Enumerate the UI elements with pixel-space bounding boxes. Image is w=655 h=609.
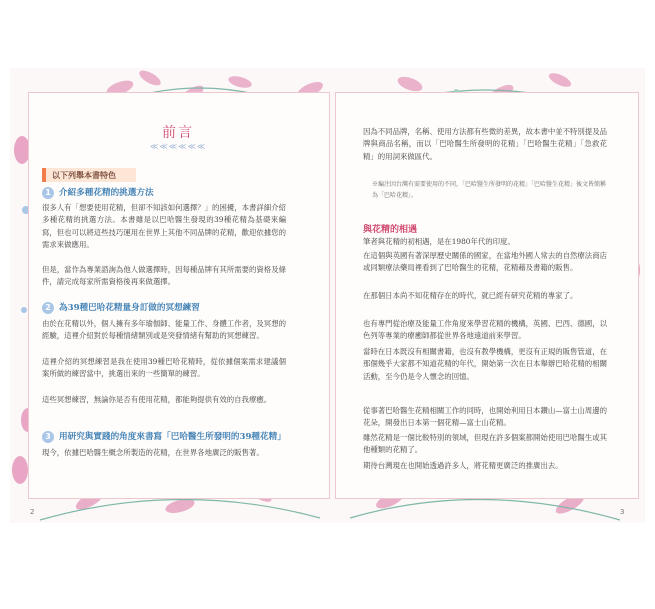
editor-note: ※編注因台灣有需要使用的不同，「巴哈醫生所發明的花精」「巴哈醫生花精」後文皆簡稱為「巴哈花精」。 xyxy=(372,181,607,199)
section-heading-text: 介紹多種花精的挑選方法 xyxy=(59,188,154,198)
paragraph: 期待台灣現在也開始透過許多人，將花精更廣泛的推廣出去。 xyxy=(363,461,563,470)
title-ornament: ≪≪≪≪≪≪ xyxy=(150,142,207,151)
section-heading-text: 用研究與實踐的角度來書寫「巴哈醫生所發明的39種花精」 xyxy=(59,432,286,442)
paragraph: 現今，依據巴哈醫生概念所製造的花精，在世界各地廣泛的販售著。 xyxy=(42,448,264,457)
section-number-badge: 3 xyxy=(42,431,54,443)
page-title: 前言 xyxy=(162,125,194,141)
paragraph: 因為不同品牌，名稱、使用方法都有些微的差異，故本書中並不特別提及品牌與商品名稱，而以「巴哈醫生所發明的花精」「巴哈醫生花精」「急救花精」的用詞來做區代。 xyxy=(363,127,607,161)
page-number-right: 3 xyxy=(620,508,625,516)
section-heading-encounter: 與花精的相遇 xyxy=(363,225,418,235)
features-tag: 以下列舉本書特色 xyxy=(42,168,136,182)
paragraph: 在那個日本尚不知花精存在的時代，就已經有研究花精的專家了。 xyxy=(363,291,578,300)
paragraph: 這裡介紹的冥想練習是我在使用39種巴哈花精時，從依據個案需求建議個案所做的練習當中，挑選出來的一些簡單的練習。 xyxy=(42,357,286,379)
paragraph: 雖然花精是一個比較特別的領域，但現在許多個案都開始使用巴哈醫生或其他種類的花精了。 xyxy=(363,433,607,455)
paragraph: 也有專門從治療及能量工作角度來學習花精的機構，英國、巴西、德國，以色列等專業的療癒師都從世界各地遠道前來學習。 xyxy=(363,319,607,341)
section-heading-2 xyxy=(42,301,200,315)
section-heading-3 xyxy=(42,430,292,444)
paragraph: 在這個與英國有著深厚歷史關係的國家，在當地外國人常去的自然療法商店或同類療法藥局裡看到了巴哈醫生的花精，花精藉及書籍的販售。 xyxy=(363,251,607,273)
section-heading-1 xyxy=(42,186,154,200)
paragraph: 很多人有「想要使用花精，但卻不知該如何選擇？」的困擾，本書詳細介紹多種花精的挑選方法。本書雖是以巴哈醫生發現的39種花精為基礎來編寫，但也可以將這些技巧運用在世界上其他不同品牌的花精，歡迎依據您的需求來做應用。 xyxy=(42,203,286,250)
page-number-left: 2 xyxy=(30,508,35,516)
paragraph: 當時在日本既沒有相關書籍，也沒有教學機構，更沒有正規的販售管道，在那個幾乎大家都不知道花精的年代，開始第一次在日本舉辦巴哈花精的相關活動，至今仍是令人懷念的回憶。 xyxy=(363,347,607,381)
section-number-badge: 1 xyxy=(42,187,54,199)
paragraph: 但是，當作為專業諮詢為他人做選擇時，因每種品牌有其所需要的資格及條件，請完成每家所需資格後再來做選擇。 xyxy=(42,265,286,287)
paragraph: 從事著巴哈醫生花精相關工作的同時，也開始利用日本鑽山—富士山周邊的花朵，開發出日本第一個花精—富士山花精。 xyxy=(363,406,607,428)
paragraph: 由於在花精以外，個人擁有多年瑜伽師、能量工作、身體工作者，及冥想的經驗，這裡介紹對於每種情緒類別或是突發情緒有幫助的冥想練習。 xyxy=(42,319,286,341)
paragraph: 筆者與花精的初相遇，是在1980年代的印度。 xyxy=(363,237,515,246)
section-heading-text: 為39種巴哈花精量身訂做的冥想練習 xyxy=(59,303,200,313)
section-number-badge: 2 xyxy=(42,302,54,314)
paragraph: 這些冥想練習，無論你是否有使用花精，都能夠提供有效的自我療癒。 xyxy=(42,395,272,404)
